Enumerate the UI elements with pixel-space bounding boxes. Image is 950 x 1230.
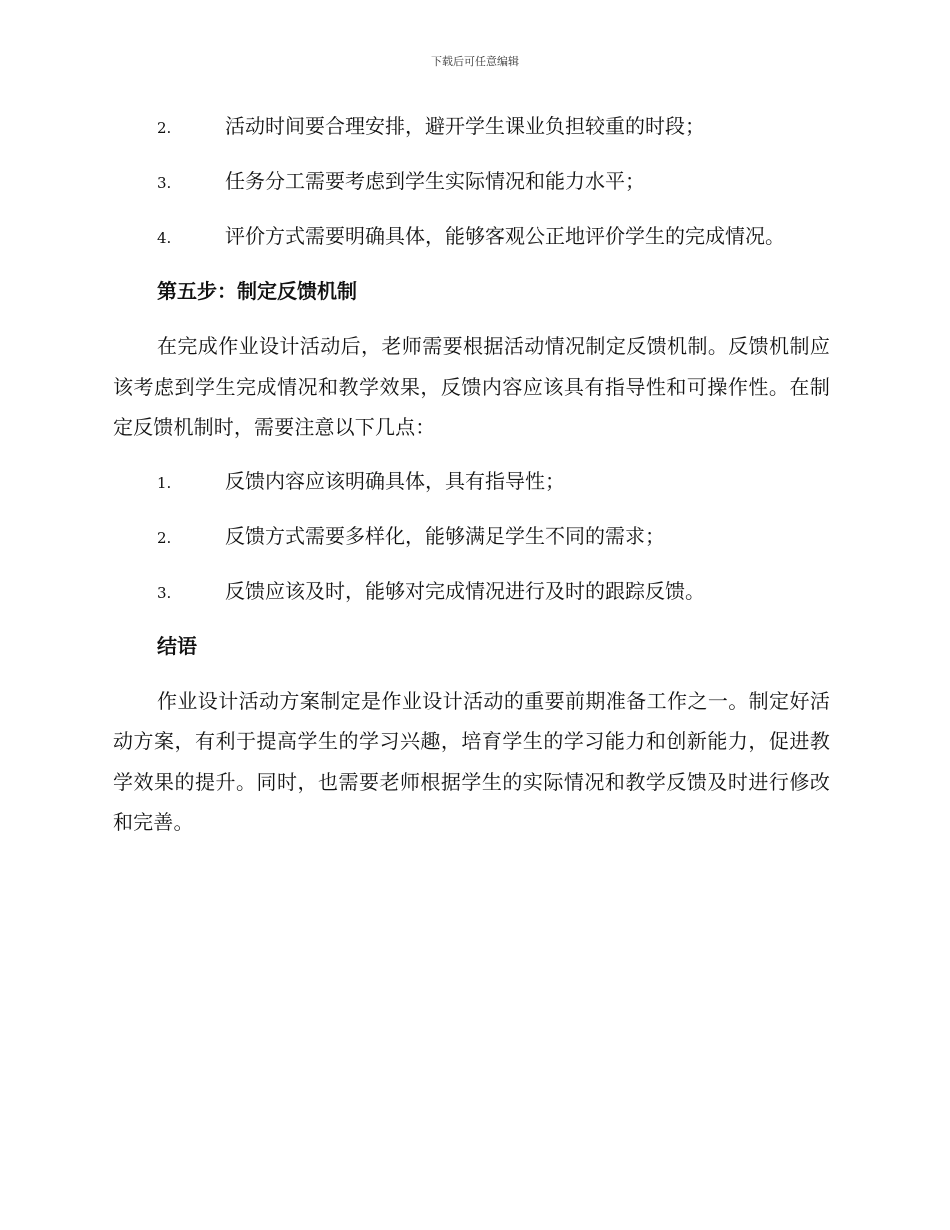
list-text: 反馈应该及时，能够对完成情况进行及时的跟踪反馈。 — [225, 578, 705, 603]
list-item — [113, 518, 830, 554]
document-body — [113, 108, 830, 858]
list-text: 任务分工需要考虑到学生实际情况和能力水平； — [225, 169, 645, 193]
list-item — [113, 218, 830, 254]
conclusion-paragraph: 作业设计活动方案制定是作业设计活动的重要前期准备工作之一。制定好活动方案，有利于提高学生的学习兴趣，培育学生的学习能力和创新能力，促进教学效果的提升。同时，也需要老师根据学生的实际情况和教学反馈及时进行修改和完善。 — [113, 688, 830, 834]
list-text: 反馈内容应该明确具体，具有指导性； — [225, 468, 565, 493]
list-item — [113, 573, 830, 609]
list-item — [113, 163, 830, 199]
list-item — [113, 108, 830, 144]
conclusion-heading: 结语 — [157, 633, 197, 658]
list-text: 活动时间要合理安排，避开学生课业负担较重的时段； — [225, 114, 705, 138]
list-text: 评价方式需要明确具体，能够客观公正地评价学生的完成情况。 — [225, 224, 785, 248]
list-number: 2. — [157, 528, 172, 547]
list-number: 4. — [157, 229, 172, 247]
list-text: 反馈方式需要多样化，能够满足学生不同的需求； — [225, 523, 665, 548]
list-number: 3. — [157, 583, 172, 602]
list-number: 3. — [157, 174, 172, 192]
list-item — [113, 463, 830, 499]
list-number: 2. — [157, 119, 172, 137]
section-heading: 第五步：制定反馈机制 — [157, 279, 357, 303]
list-number: 1. — [157, 473, 172, 492]
section-paragraph: 在完成作业设计活动后，老师需要根据活动情况制定反馈机制。反馈机制应该考虑到学生完成情况和教学效果，反馈内容应该具有指导性和可操作性。在制定反馈机制时，需要注意以下几点： — [113, 334, 830, 439]
page-header: 下载后可任意编辑 — [431, 55, 519, 68]
